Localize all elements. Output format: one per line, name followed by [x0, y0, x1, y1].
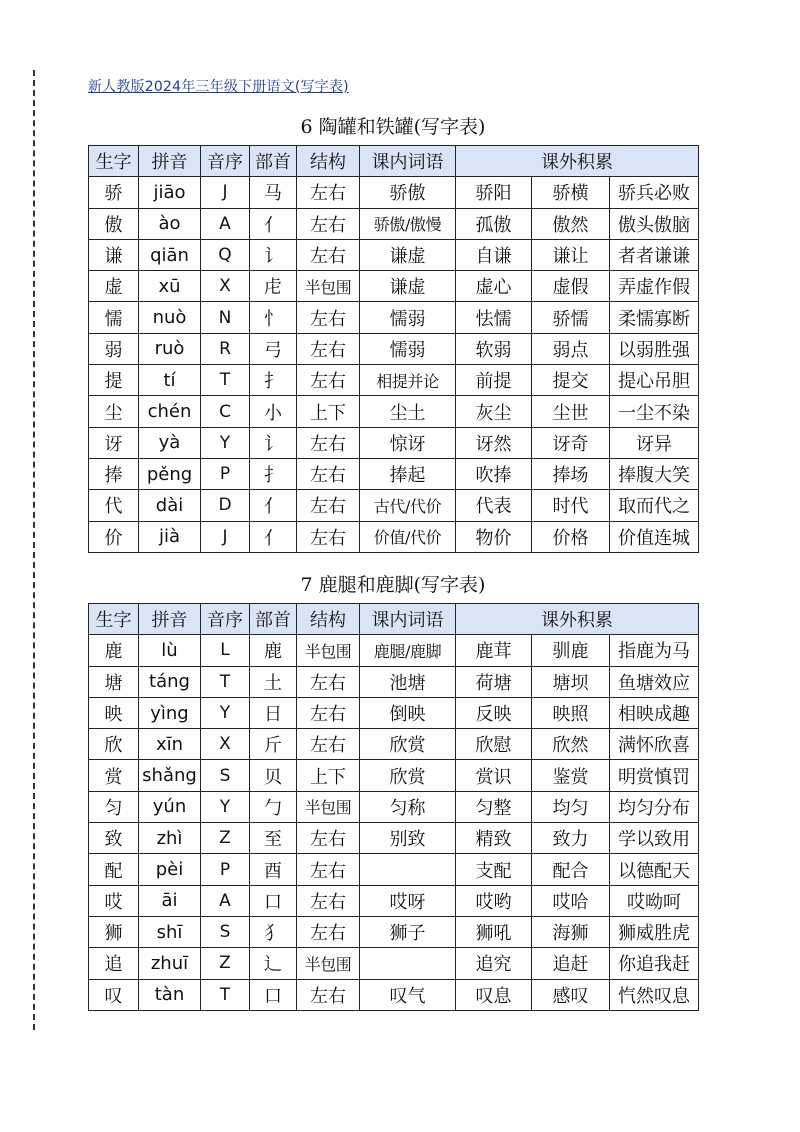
- table-row: [89, 208, 699, 239]
- in-class-word-cell: [360, 854, 456, 885]
- structure-cell: 左右: [297, 490, 360, 521]
- char-cell: 鹿: [89, 635, 139, 666]
- structure-cell: 左右: [297, 427, 360, 458]
- table-header-row: [89, 604, 699, 635]
- extra-word-cell-1: 支配: [456, 854, 532, 885]
- extra-word-cell-2: 骄懦: [532, 302, 610, 333]
- char-cell: 配: [89, 854, 139, 885]
- extra-word-cell-3: 以德配天: [610, 854, 699, 885]
- char-cell: 致: [89, 823, 139, 854]
- structure-cell: 半包围: [297, 635, 360, 666]
- index-cell: T: [201, 365, 250, 396]
- pinyin-cell: yún: [139, 791, 201, 822]
- extra-word-cell-2: 尘世: [532, 396, 610, 427]
- extra-word-cell-2: 讶奇: [532, 427, 610, 458]
- index-cell: R: [201, 333, 250, 364]
- char-cell: 叹: [89, 979, 139, 1010]
- index-cell: Q: [201, 239, 250, 270]
- lesson-6-table: [88, 145, 699, 553]
- pinyin-cell: pèi: [139, 854, 201, 885]
- index-cell: T: [201, 979, 250, 1010]
- in-class-word-cell: 狮子: [360, 916, 456, 947]
- extra-word-cell-3: 你追我赶: [610, 948, 699, 979]
- lesson-7-title: 7 鹿腿和鹿脚(写字表): [300, 574, 486, 596]
- extra-word-cell-3: 忾然叹息: [610, 979, 699, 1010]
- structure-cell: 左右: [297, 333, 360, 364]
- structure-cell: 左右: [297, 979, 360, 1010]
- table-row: [89, 635, 699, 666]
- index-cell: J: [201, 521, 250, 552]
- index-cell: T: [201, 666, 250, 697]
- extra-word-cell-1: 荷塘: [456, 666, 532, 697]
- index-cell: P: [201, 458, 250, 489]
- extra-word-cell-2: 谦让: [532, 239, 610, 270]
- structure-cell: 左右: [297, 666, 360, 697]
- extra-word-cell-3: 学以致用: [610, 823, 699, 854]
- pinyin-cell: táng: [139, 666, 201, 697]
- extra-word-cell-1: 鹿茸: [456, 635, 532, 666]
- table-row: [89, 521, 699, 552]
- extra-word-cell-2: 配合: [532, 854, 610, 885]
- in-class-word-cell: 骄傲: [360, 177, 456, 208]
- extra-word-cell-3: 相映成趣: [610, 697, 699, 728]
- pinyin-cell: xīn: [139, 729, 201, 760]
- in-class-word-cell: 鹿腿/鹿脚: [360, 635, 456, 666]
- structure-cell: 半包围: [297, 948, 360, 979]
- structure-cell: 左右: [297, 521, 360, 552]
- index-cell: Y: [201, 427, 250, 458]
- structure-cell: 左右: [297, 729, 360, 760]
- radical-cell: 口: [250, 885, 297, 916]
- table-header-row: [89, 146, 699, 177]
- pinyin-cell: tí: [139, 365, 201, 396]
- extra-word-cell-1: 反映: [456, 697, 532, 728]
- radical-cell: 扌: [250, 365, 297, 396]
- header-radical: 部首: [250, 604, 297, 635]
- structure-cell: 半包围: [297, 791, 360, 822]
- index-cell: A: [201, 208, 250, 239]
- char-cell: 狮: [89, 916, 139, 947]
- extra-word-cell-1: 骄阳: [456, 177, 532, 208]
- extra-word-cell-3: 指鹿为马: [610, 635, 699, 666]
- radical-cell: 马: [250, 177, 297, 208]
- table-row: [89, 666, 699, 697]
- extra-word-cell-1: 精致: [456, 823, 532, 854]
- structure-cell: 左右: [297, 854, 360, 885]
- table-row: [89, 427, 699, 458]
- in-class-word-cell: 谦虚: [360, 271, 456, 302]
- radical-cell: 扌: [250, 458, 297, 489]
- in-class-word-cell: 古代/代价: [360, 490, 456, 521]
- char-cell: 映: [89, 697, 139, 728]
- in-class-word-cell: 倒映: [360, 697, 456, 728]
- extra-word-cell-3: 弄虚作假: [610, 271, 699, 302]
- extra-word-cell-1: 怯懦: [456, 302, 532, 333]
- char-cell: 懦: [89, 302, 139, 333]
- pinyin-cell: āi: [139, 885, 201, 916]
- extra-word-cell-3: 鱼塘效应: [610, 666, 699, 697]
- in-class-word-cell: 懦弱: [360, 302, 456, 333]
- extra-word-cell-3: 取而代之: [610, 490, 699, 521]
- table-row: [89, 854, 699, 885]
- table-row: [89, 791, 699, 822]
- extra-word-cell-1: 灰尘: [456, 396, 532, 427]
- structure-cell: 左右: [297, 177, 360, 208]
- char-cell: 哎: [89, 885, 139, 916]
- radical-cell: 亻: [250, 521, 297, 552]
- in-class-word-cell: 懦弱: [360, 333, 456, 364]
- header-radical: 部首: [250, 146, 297, 177]
- extra-word-cell-3: 讶异: [610, 427, 699, 458]
- extra-word-cell-3: 价值连城: [610, 521, 699, 552]
- in-class-word-cell: 尘土: [360, 396, 456, 427]
- extra-word-cell-2: 价格: [532, 521, 610, 552]
- structure-cell: 左右: [297, 916, 360, 947]
- extra-word-cell-2: 追赶: [532, 948, 610, 979]
- structure-cell: 左右: [297, 208, 360, 239]
- index-cell: S: [201, 760, 250, 791]
- char-cell: 骄: [89, 177, 139, 208]
- radical-cell: 忄: [250, 302, 297, 333]
- structure-cell: 左右: [297, 885, 360, 916]
- extra-word-cell-1: 虚心: [456, 271, 532, 302]
- radical-cell: 犭: [250, 916, 297, 947]
- table-row: [89, 333, 699, 364]
- extra-word-cell-2: 驯鹿: [532, 635, 610, 666]
- char-cell: 代: [89, 490, 139, 521]
- structure-cell: 左右: [297, 365, 360, 396]
- pinyin-cell: zhì: [139, 823, 201, 854]
- radical-cell: 亻: [250, 490, 297, 521]
- extra-word-cell-2: 致力: [532, 823, 610, 854]
- table-row: [89, 823, 699, 854]
- table-row: [89, 271, 699, 302]
- header-pinyin: 拼音: [139, 604, 201, 635]
- char-cell: 虚: [89, 271, 139, 302]
- index-cell: N: [201, 302, 250, 333]
- table-row: [89, 239, 699, 270]
- in-class-word-cell: 惊讶: [360, 427, 456, 458]
- structure-cell: 左右: [297, 302, 360, 333]
- table-row: [89, 490, 699, 521]
- char-cell: 谦: [89, 239, 139, 270]
- radical-cell: 斤: [250, 729, 297, 760]
- table-row: [89, 365, 699, 396]
- extra-word-cell-2: 捧场: [532, 458, 610, 489]
- structure-cell: 左右: [297, 239, 360, 270]
- index-cell: Y: [201, 697, 250, 728]
- table-row: [89, 979, 699, 1010]
- page-header: 新人教版2024年三年级下册语文(写字表): [88, 79, 349, 95]
- in-class-word-cell: 池塘: [360, 666, 456, 697]
- extra-word-cell-1: 讶然: [456, 427, 532, 458]
- extra-word-cell-3: 者者谦谦: [610, 239, 699, 270]
- table-row: [89, 729, 699, 760]
- pinyin-cell: ào: [139, 208, 201, 239]
- pinyin-cell: nuò: [139, 302, 201, 333]
- header-in-class-words: 课内词语: [360, 604, 456, 635]
- extra-word-cell-1: 代表: [456, 490, 532, 521]
- extra-word-cell-1: 追究: [456, 948, 532, 979]
- radical-cell: 口: [250, 979, 297, 1010]
- pinyin-cell: zhuī: [139, 948, 201, 979]
- radical-cell: 鹿: [250, 635, 297, 666]
- table-row: [89, 396, 699, 427]
- structure-cell: 半包围: [297, 271, 360, 302]
- extra-word-cell-2: 虚假: [532, 271, 610, 302]
- extra-word-cell-1: 孤傲: [456, 208, 532, 239]
- pinyin-cell: jiāo: [139, 177, 201, 208]
- extra-word-cell-3: 提心吊胆: [610, 365, 699, 396]
- char-cell: 尘: [89, 396, 139, 427]
- extra-word-cell-1: 物价: [456, 521, 532, 552]
- index-cell: A: [201, 885, 250, 916]
- extra-word-cell-2: 鉴赏: [532, 760, 610, 791]
- radical-cell: 讠: [250, 427, 297, 458]
- extra-word-cell-2: 欣然: [532, 729, 610, 760]
- extra-word-cell-1: 欣慰: [456, 729, 532, 760]
- pinyin-cell: pěng: [139, 458, 201, 489]
- extra-word-cell-2: 塘坝: [532, 666, 610, 697]
- table-row: [89, 458, 699, 489]
- extra-word-cell-3: 明赏慎罚: [610, 760, 699, 791]
- structure-cell: 左右: [297, 697, 360, 728]
- index-cell: L: [201, 635, 250, 666]
- pinyin-cell: xū: [139, 271, 201, 302]
- header-char: 生字: [89, 146, 139, 177]
- radical-cell: 讠: [250, 239, 297, 270]
- char-cell: 讶: [89, 427, 139, 458]
- table-row: [89, 302, 699, 333]
- in-class-word-cell: 叹气: [360, 979, 456, 1010]
- lesson-7-table: [88, 603, 699, 1011]
- index-cell: X: [201, 271, 250, 302]
- extra-word-cell-3: 捧腹大笑: [610, 458, 699, 489]
- radical-cell: 虍: [250, 271, 297, 302]
- index-cell: S: [201, 916, 250, 947]
- in-class-word-cell: 捧起: [360, 458, 456, 489]
- pinyin-cell: dài: [139, 490, 201, 521]
- pinyin-cell: jià: [139, 521, 201, 552]
- pinyin-cell: shǎng: [139, 760, 201, 791]
- extra-word-cell-1: 自谦: [456, 239, 532, 270]
- extra-word-cell-1: 哎哟: [456, 885, 532, 916]
- table-row: [89, 697, 699, 728]
- structure-cell: 左右: [297, 823, 360, 854]
- radical-cell: 辶: [250, 948, 297, 979]
- char-cell: 捧: [89, 458, 139, 489]
- extra-word-cell-2: 哎哈: [532, 885, 610, 916]
- extra-word-cell-3: 满怀欣喜: [610, 729, 699, 760]
- radical-cell: 日: [250, 697, 297, 728]
- extra-word-cell-1: 狮吼: [456, 916, 532, 947]
- extra-word-cell-2: 感叹: [532, 979, 610, 1010]
- char-cell: 塘: [89, 666, 139, 697]
- extra-word-cell-2: 海狮: [532, 916, 610, 947]
- pinyin-cell: lù: [139, 635, 201, 666]
- header-index: 音序: [201, 146, 250, 177]
- extra-word-cell-2: 映照: [532, 697, 610, 728]
- pinyin-cell: qiān: [139, 239, 201, 270]
- extra-word-cell-3: 傲头傲脑: [610, 208, 699, 239]
- char-cell: 匀: [89, 791, 139, 822]
- radical-cell: 勹: [250, 791, 297, 822]
- radical-cell: 弓: [250, 333, 297, 364]
- extra-word-cell-3: 柔懦寡断: [610, 302, 699, 333]
- char-cell: 追: [89, 948, 139, 979]
- radical-cell: 土: [250, 666, 297, 697]
- in-class-word-cell: 骄傲/傲慢: [360, 208, 456, 239]
- pinyin-cell: ruò: [139, 333, 201, 364]
- extra-word-cell-1: 赏识: [456, 760, 532, 791]
- header-char: 生字: [89, 604, 139, 635]
- index-cell: Y: [201, 791, 250, 822]
- extra-word-cell-2: 均匀: [532, 791, 610, 822]
- extra-word-cell-3: 哎呦呵: [610, 885, 699, 916]
- table-row: [89, 948, 699, 979]
- extra-word-cell-2: 骄横: [532, 177, 610, 208]
- pinyin-cell: shī: [139, 916, 201, 947]
- header-in-class-words: 课内词语: [360, 146, 456, 177]
- extra-word-cell-3: 骄兵必败: [610, 177, 699, 208]
- extra-word-cell-2: 傲然: [532, 208, 610, 239]
- extra-word-cell-1: 吹捧: [456, 458, 532, 489]
- extra-word-cell-1: 叹息: [456, 979, 532, 1010]
- extra-word-cell-2: 提交: [532, 365, 610, 396]
- header-index: 音序: [201, 604, 250, 635]
- in-class-word-cell: 谦虚: [360, 239, 456, 270]
- char-cell: 欣: [89, 729, 139, 760]
- char-cell: 赏: [89, 760, 139, 791]
- char-cell: 傲: [89, 208, 139, 239]
- in-class-word-cell: 欣赏: [360, 760, 456, 791]
- header-structure: 结构: [297, 604, 360, 635]
- index-cell: X: [201, 729, 250, 760]
- index-cell: D: [201, 490, 250, 521]
- header-extra-words: 课外积累: [456, 604, 699, 635]
- in-class-word-cell: 别致: [360, 823, 456, 854]
- structure-cell: 左右: [297, 458, 360, 489]
- header-pinyin: 拼音: [139, 146, 201, 177]
- in-class-word-cell: [360, 948, 456, 979]
- index-cell: P: [201, 854, 250, 885]
- radical-cell: 酉: [250, 854, 297, 885]
- radical-cell: 至: [250, 823, 297, 854]
- extra-word-cell-3: 均匀分布: [610, 791, 699, 822]
- extra-word-cell-1: 前提: [456, 365, 532, 396]
- char-cell: 弱: [89, 333, 139, 364]
- lesson-6-title: 6 陶罐和铁罐(写字表): [300, 116, 486, 138]
- in-class-word-cell: 相提并论: [360, 365, 456, 396]
- pinyin-cell: chén: [139, 396, 201, 427]
- extra-word-cell-3: 一尘不染: [610, 396, 699, 427]
- table-row: [89, 916, 699, 947]
- extra-word-cell-2: 弱点: [532, 333, 610, 364]
- header-extra-words: 课外积累: [456, 146, 699, 177]
- index-cell: J: [201, 177, 250, 208]
- radical-cell: 贝: [250, 760, 297, 791]
- extra-word-cell-3: 以弱胜强: [610, 333, 699, 364]
- radical-cell: 亻: [250, 208, 297, 239]
- radical-cell: 小: [250, 396, 297, 427]
- extra-word-cell-1: 匀整: [456, 791, 532, 822]
- index-cell: Z: [201, 948, 250, 979]
- in-class-word-cell: 匀称: [360, 791, 456, 822]
- index-cell: C: [201, 396, 250, 427]
- structure-cell: 上下: [297, 396, 360, 427]
- extra-word-cell-1: 软弱: [456, 333, 532, 364]
- char-cell: 提: [89, 365, 139, 396]
- pinyin-cell: yà: [139, 427, 201, 458]
- table-row: [89, 885, 699, 916]
- binding-margin-line: [33, 70, 35, 1030]
- in-class-word-cell: 价值/代价: [360, 521, 456, 552]
- table-row: [89, 177, 699, 208]
- extra-word-cell-2: 时代: [532, 490, 610, 521]
- pinyin-cell: tàn: [139, 979, 201, 1010]
- char-cell: 价: [89, 521, 139, 552]
- in-class-word-cell: 欣赏: [360, 729, 456, 760]
- extra-word-cell-3: 狮威胜虎: [610, 916, 699, 947]
- header-structure: 结构: [297, 146, 360, 177]
- index-cell: Z: [201, 823, 250, 854]
- in-class-word-cell: 哎呀: [360, 885, 456, 916]
- structure-cell: 上下: [297, 760, 360, 791]
- table-row: [89, 760, 699, 791]
- pinyin-cell: yìng: [139, 697, 201, 728]
